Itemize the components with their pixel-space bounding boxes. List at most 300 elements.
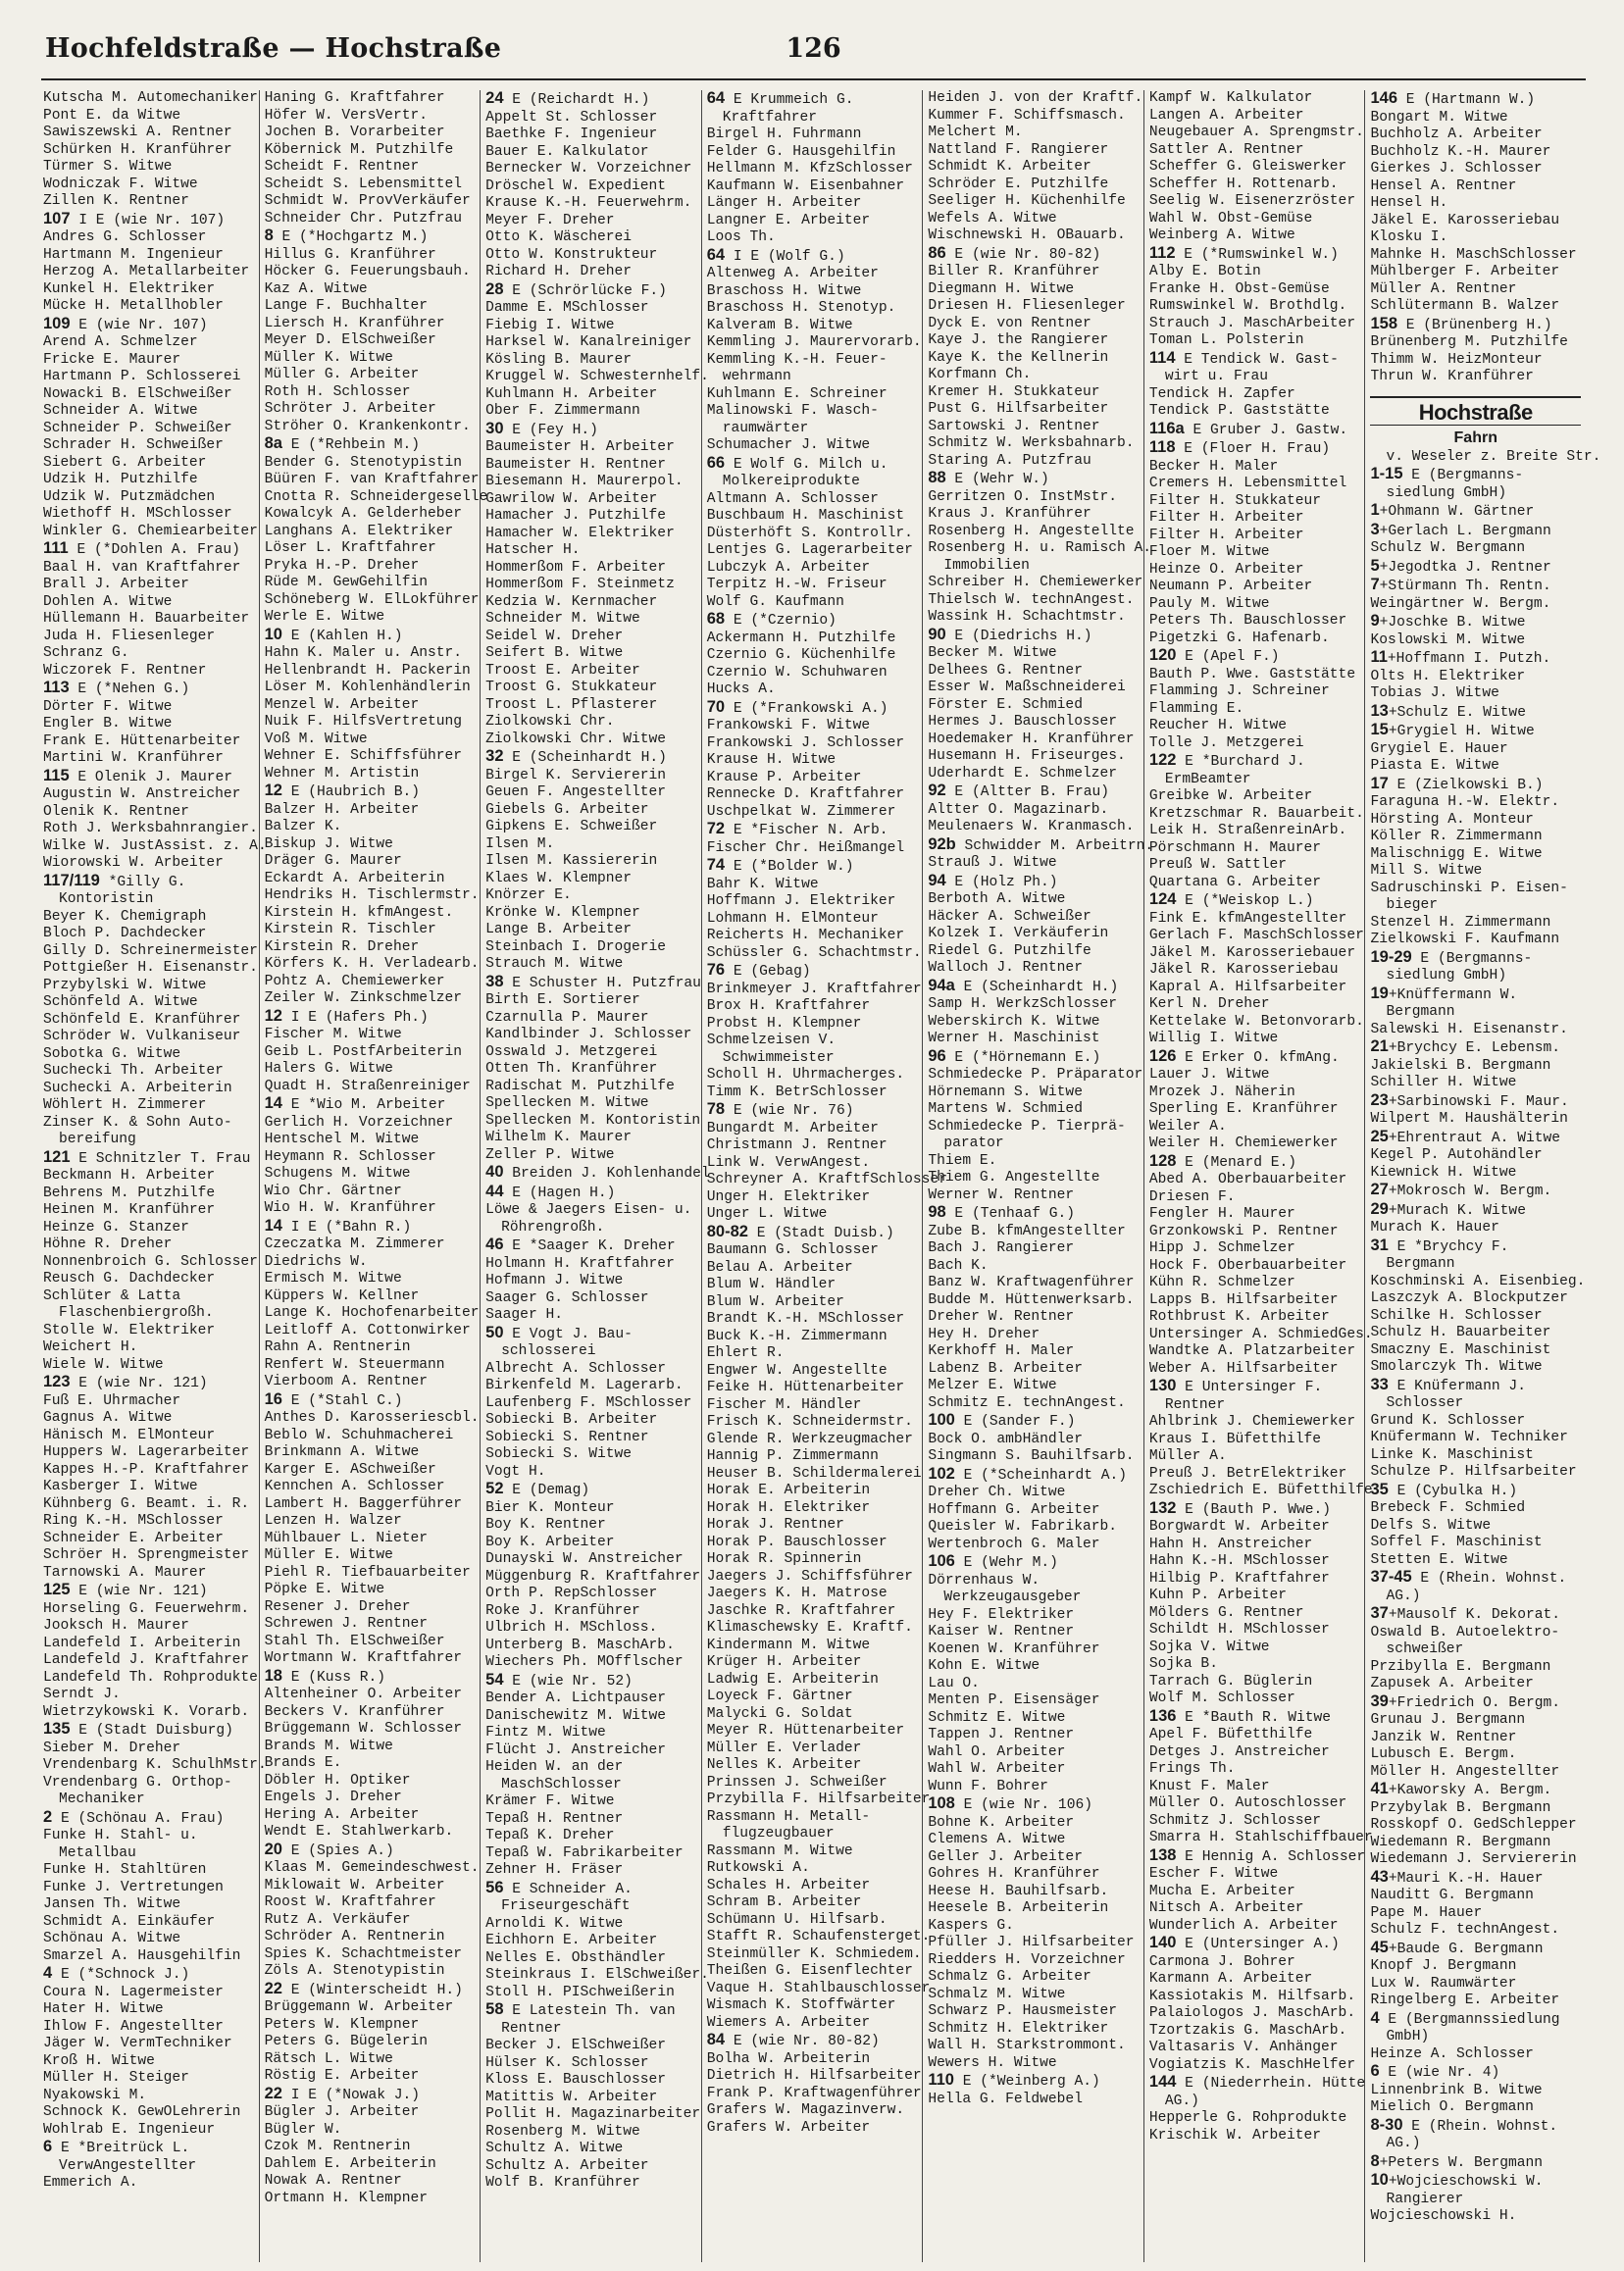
resident-entry: Otten Th. Kranführer — [485, 1061, 658, 1077]
resident-entry: Neumann P. Arbeiter — [1148, 579, 1313, 594]
house-number-entry: 120 E (Apel F.) — [1148, 646, 1280, 665]
resident-entry: Horak R. Spinnerin — [706, 1551, 862, 1567]
house-number-entry: 64 I E (Wolf G.) — [706, 245, 845, 265]
resident-entry: Albrecht A. Schlosser — [485, 1360, 667, 1377]
house-number-entry: 50 E Vogt J. Bau- — [485, 1323, 633, 1342]
resident-entry: Schöneberg W. ElLokführer — [264, 591, 480, 608]
resident-entry: Detges J. Anstreicher — [1148, 1743, 1330, 1760]
resident-entry: Müller G. Arbeiter — [264, 367, 420, 382]
resident-entry: Biesemann H. Maurerpol. — [485, 474, 684, 489]
resident-entry: Schultz A. Arbeiter — [485, 2157, 649, 2174]
resident-entry: Schrewen J. Rentner — [264, 1616, 428, 1632]
resident-entry: Möller H. Angestellter — [1370, 1763, 1560, 1780]
resident-entry: Pigetzki G. Hafenarb. — [1148, 630, 1330, 646]
resident-entry: Otto K. Wäscherei — [485, 229, 633, 245]
resident-entry: Escher F. Witwe — [1148, 1866, 1279, 1882]
resident-entry: Brebeck F. Schmied — [1370, 1500, 1526, 1516]
resident-entry: Wunn F. Bohrer — [928, 1778, 1048, 1794]
resident-entry: Krischik W. Arbeiter — [1148, 2127, 1322, 2144]
resident-entry: Valtasaris V. Anhänger — [1148, 2040, 1339, 2055]
resident-entry: Pörschmann H. Maurer — [1148, 839, 1322, 856]
resident-entry: Lau O. — [928, 1675, 980, 1691]
house-number-entry: 9+Joschke B. Witwe — [1370, 612, 1526, 631]
resident-entry: Przibylla E. Bergmann — [1370, 1658, 1551, 1675]
resident-entry: Hepperle G. Rohprodukte — [1148, 2110, 1347, 2126]
resident-entry: Hellenbrandt H. Packerin — [264, 662, 471, 679]
resident-entry: Löser M. Kohlenhändlerin — [264, 680, 471, 695]
resident-entry: Klimaschewsky E. Kraftf. — [706, 1620, 913, 1636]
resident-entry: Kiewnick H. Witwe — [1370, 1164, 1517, 1181]
resident-entry: Kirstein H. kfmAngest. — [264, 904, 454, 921]
resident-entry: Kruggel W. Schwesternhelf. — [485, 369, 709, 384]
resident-entry: Otto W. Konstrukteur — [485, 246, 658, 263]
house-number-entry: 68 E (*Czernio) — [706, 610, 837, 629]
house-number: 3 — [1370, 520, 1380, 538]
resident-entry: Kremer H. Stukkateur — [928, 383, 1100, 400]
resident-entry: Nuik F. HilfsVertretung — [264, 714, 463, 730]
resident-entry: Lapps B. Hilfsarbeiter — [1148, 1291, 1339, 1308]
house-number-entry: 66 E Wolf G. Milch u. — [706, 453, 888, 473]
resident-entry: Willig I. Witwe — [1148, 1031, 1279, 1046]
resident-entry: Hülser K. Schlosser — [485, 2054, 649, 2071]
house-number-entry: 7+Stürmann Th. Rentn. — [1370, 576, 1551, 594]
house-number: 8 — [1370, 2151, 1380, 2170]
resident-entry: Tappen J. Rentner — [928, 1727, 1075, 1742]
house-number-entry: 56 E Schneider A. — [485, 1878, 633, 1897]
resident-entry: Wassink H. Schachtmstr. — [928, 609, 1126, 625]
resident-entry: Strauß J. Witwe — [928, 855, 1057, 871]
house-number: 114 — [1148, 348, 1176, 367]
resident-entry: Gagnus A. Witwe — [43, 1410, 173, 1426]
resident-entry: Schmalz G. Arbeiter — [928, 1969, 1091, 1985]
resident-entry: Kummer F. Schiffsmasch. — [928, 107, 1126, 124]
resident-entry: Heuser B. Schildermalerei — [706, 1465, 922, 1482]
resident-entry: Dräger G. Maurer — [264, 853, 402, 869]
resident-entry: Engler B. Witwe — [43, 716, 173, 732]
resident-entry: Lange B. Arbeiter — [485, 922, 633, 937]
resident-entry: Dröschel W. Expedient — [485, 177, 667, 194]
resident-entry: Wischnewski H. OBauarb. — [928, 227, 1126, 243]
resident-entry: Labenz B. Arbeiter — [928, 1360, 1083, 1377]
resident-entry: Kutscha M. Automechaniker — [43, 90, 258, 106]
resident-entry: Müller A. — [1148, 1448, 1227, 1464]
resident-entry: Bongart M. Witwe — [1370, 109, 1508, 126]
house-number-entry: 37+Mausolf K. Dekorat. — [1370, 1604, 1560, 1623]
resident-entry: Hahn H. Anstreicher — [1148, 1536, 1313, 1552]
house-number: 25 — [1370, 1127, 1389, 1145]
resident-entry: Knörzer E. — [485, 887, 572, 903]
house-number: 31 — [1370, 1236, 1389, 1254]
resident-entry: Gerlach F. MaschSchlosser — [1148, 928, 1364, 943]
resident-entry: Frank E. Hüttenarbeiter — [43, 732, 241, 749]
resident-entry: Nelles E. Obsthändler — [485, 1949, 667, 1966]
resident-entry: Brall J. Arbeiter — [43, 577, 189, 592]
house-number: 30 — [485, 419, 504, 437]
resident-entry: Palaiologos J. MaschArb. — [1148, 2005, 1356, 2021]
resident-entry: Brinkmann A. Witwe — [264, 1444, 420, 1460]
house-number: 92 — [928, 782, 946, 799]
resident-entry: Ilsen M. — [485, 835, 555, 852]
house-number-entry: 3+Gerlach L. Bergmann — [1370, 520, 1551, 539]
entry-continuation: Schlosser — [1386, 1395, 1464, 1411]
resident-entry: Baal H. van Kraftfahrer — [43, 559, 241, 576]
resident-entry: Tepaß K. Dreher — [485, 1828, 615, 1843]
house-number-entry: 6 E (wie Nr. 4) — [1370, 2062, 1500, 2081]
resident-entry: Kaye J. the Rangierer — [928, 332, 1109, 348]
resident-entry: Türmer S. Witwe — [43, 159, 173, 175]
resident-entry: Wöhlert H. Zimmerer — [43, 1097, 207, 1113]
resident-entry: Rosenberg H. Angestellte — [928, 523, 1135, 539]
resident-entry: Samp H. WerkzSchlosser — [928, 996, 1117, 1012]
resident-entry: Stahl Th. ElSchweißer — [264, 1633, 445, 1649]
house-number: 102 — [928, 1464, 955, 1483]
house-number-entry: 27+Mokrosch W. Bergm. — [1370, 1181, 1552, 1199]
resident-entry: Ihlow F. Angestellter — [43, 2018, 224, 2035]
house-number: 124 — [1148, 890, 1177, 908]
resident-entry: Radischat M. Putzhilfe — [485, 1078, 675, 1094]
house-number: 15 — [1370, 721, 1389, 738]
resident-entry: Apel F. Büfetthilfe — [1148, 1727, 1313, 1742]
resident-entry: Borgwardt W. Arbeiter — [1148, 1519, 1330, 1535]
resident-entry: Höfer W. VersVertr. — [264, 107, 428, 124]
resident-entry: Kerl N. Dreher — [1148, 996, 1270, 1012]
resident-entry: Kirstein R. Dreher — [264, 938, 420, 955]
resident-entry: Schnock K. GewOLehrerin — [43, 2104, 241, 2120]
resident-entry: Jaegers K. H. Matrose — [706, 1586, 888, 1601]
resident-entry: Schildt H. MSchlosser — [1148, 1622, 1330, 1638]
entry-continuation: Schwimmeister — [722, 1049, 835, 1066]
house-number: 8-30 — [1370, 2115, 1403, 2134]
resident-entry: Jäkel R. Karosseriebau — [1148, 962, 1339, 978]
resident-entry: Kaz A. Witwe — [264, 280, 368, 297]
resident-entry: Banz W. Kraftwagenführer — [928, 1275, 1135, 1290]
resident-entry: Czernio W. Schuhwaren — [706, 664, 888, 681]
house-number-entry: 19-29 E (Bergmanns- — [1370, 947, 1533, 967]
resident-entry: Scheidt F. Rentner — [264, 159, 420, 175]
house-number-entry: 94 E (Holz Ph.) — [928, 871, 1058, 890]
resident-entry: Brox H. Kraftfahrer — [706, 998, 871, 1014]
resident-entry: Rennecke D. Kraftfahrer — [706, 786, 905, 802]
resident-entry: Hoedemaker H. Kranführer — [928, 731, 1135, 747]
resident-entry: Cremers H. Lebensmittel — [1148, 476, 1347, 491]
resident-entry: Horseling G. Feuerwehrm. — [43, 1600, 250, 1617]
house-number: 88 — [928, 469, 946, 486]
resident-entry: Kolzek I. Verkäuferin — [928, 926, 1109, 941]
resident-entry: Anthes D. Karosseriescbl. — [264, 1410, 480, 1426]
resident-entry: Kaiser W. Rentner — [928, 1624, 1075, 1640]
resident-entry: Wertenbroch G. Maler — [928, 1536, 1100, 1552]
house-number-entry: 17 E (Zielkowski B.) — [1370, 774, 1544, 793]
resident-entry: Bauer E. Kalkulator — [485, 143, 649, 160]
house-number: 74 — [706, 856, 726, 874]
resident-entry: Tarnowski A. Maurer — [43, 1564, 207, 1581]
resident-entry: Franke H. Obst-Gemüse — [1148, 280, 1330, 297]
house-number: 112 — [1148, 243, 1176, 262]
resident-entry: Tzortzakis G. MaschArb. — [1148, 2022, 1347, 2039]
resident-entry: Karmann A. Arbeiter — [1148, 1971, 1313, 1987]
resident-entry: Serndt J. — [43, 1687, 121, 1702]
resident-entry: Vogt H. — [485, 1463, 546, 1480]
resident-entry: Schröder A. Rentnerin — [264, 1929, 445, 1944]
house-number-entry: 12 E (Haubrich B.) — [264, 782, 421, 800]
resident-entry: Schneider M. Witwe — [485, 611, 640, 627]
resident-entry: Lambert H. Baggerführer — [264, 1495, 463, 1512]
resident-entry: Floer M. Witwe — [1148, 544, 1270, 560]
resident-entry: Brands M. Witwe — [264, 1738, 393, 1754]
resident-entry: Giebels G. Arbeiter — [485, 801, 649, 818]
resident-entry: Haning G. Kraftfahrer — [264, 90, 445, 106]
resident-entry: Clemens A. Witwe — [928, 1832, 1066, 1847]
house-number: 117/119 — [43, 871, 100, 889]
resident-entry: Theißen G. Eisenflechter — [706, 1963, 913, 1979]
house-number-entry: 21+Brychcy E. Lebensm. — [1370, 1037, 1560, 1056]
resident-entry: Schreiber H. Chemiewerker — [928, 575, 1143, 590]
house-number: 84 — [706, 2031, 726, 2048]
resident-entry: Husemann H. Friseurges. — [928, 748, 1126, 764]
resident-entry: Unger L. Witwe — [706, 1206, 828, 1222]
resident-entry: Zehner H. Fräser — [485, 1862, 624, 1878]
resident-entry: Grafers W. Magazinverw. — [706, 2102, 905, 2118]
running-title: Hochfeldstraße — Hochstraße — [45, 33, 502, 64]
resident-entry: Jaschke R. Kraftfahrer — [706, 1602, 896, 1619]
house-number-entry: 22 I E (*Nowak J.) — [264, 2084, 421, 2103]
resident-entry: Becker J. ElSchweißer — [485, 2038, 667, 2053]
resident-entry: Knust F. Maler — [1148, 1778, 1270, 1794]
resident-entry: Kaufmann W. Eisenbahner — [706, 177, 905, 194]
resident-entry: Danischewitz M. Witwe — [485, 1707, 667, 1724]
resident-entry: Landefeld J. Kraftfahrer — [43, 1652, 250, 1668]
resident-entry: Thiem E. — [928, 1152, 997, 1169]
resident-entry: Pust G. Hilfsarbeiter — [928, 401, 1109, 417]
resident-entry: Schneider E. Arbeiter — [43, 1530, 224, 1546]
resident-entry: Kasberger I. Witwe — [43, 1479, 198, 1494]
resident-entry: Köbernick M. Putzhilfe — [264, 141, 454, 158]
resident-entry: Körfers K. H. Verladearb. — [264, 956, 480, 972]
resident-entry: Wahl W. Arbeiter — [928, 1761, 1066, 1777]
resident-entry: Becker M. Witwe — [928, 645, 1057, 661]
resident-entry: Bügler J. Arbeiter — [264, 2104, 420, 2120]
resident-entry: Uschpelkat W. Zimmerer — [706, 803, 896, 820]
resident-entry: Neugebauer A. Sprengmstr. — [1148, 125, 1364, 140]
resident-entry: Ober F. Zimmermann — [485, 403, 640, 419]
house-number-entry: 6 E *Breitrück L. — [43, 2138, 190, 2156]
resident-entry: Meulenaers W. Kranmasch. — [928, 819, 1135, 834]
resident-entry: Damme E. MSchlosser — [485, 300, 649, 316]
resident-entry: Lubczyk A. Arbeiter — [706, 559, 871, 576]
resident-entry: Rosenberg M. Witwe — [485, 2123, 640, 2140]
resident-entry: Ströher O. Krankenkontr. — [264, 418, 471, 434]
house-number-entry: 74 E (*Bolder W.) — [706, 856, 854, 875]
house-number-entry: 14 E *Wio M. Arbeiter — [264, 1094, 446, 1113]
house-number-entry: 18 E (Kuss R.) — [264, 1666, 386, 1686]
resident-entry: Heinze O. Arbeiter — [1148, 561, 1304, 578]
resident-entry: Przybilla F. Hilfsarbeiter — [706, 1792, 931, 1807]
house-number-entry: 84 E (wie Nr. 80-82) — [706, 2031, 880, 2049]
resident-entry: Schmitz W. Werksbahnarb. — [928, 435, 1135, 451]
resident-entry: Heymann R. Schlosser — [264, 1148, 436, 1165]
resident-entry: Peters Th. Bauschlosser — [1148, 613, 1347, 629]
resident-entry: Werner H. Maschinist — [928, 1031, 1100, 1046]
resident-entry: Zeller P. Witwe — [485, 1146, 615, 1163]
resident-entry: Langner E. Arbeiter — [706, 212, 871, 228]
resident-entry: Weiler A. — [1148, 1118, 1227, 1135]
resident-entry: Bender G. Stenotypistin — [264, 454, 463, 471]
house-number-entry: 88 E (Wehr W.) — [928, 469, 1049, 487]
resident-entry: Behrens M. Putzhilfe — [43, 1185, 216, 1201]
resident-entry: Mill S. Witwe — [1370, 863, 1483, 879]
resident-entry: Büüren F. van Kraftfahrer — [264, 472, 480, 487]
resident-entry: Hartmann P. Schlosserei — [43, 369, 241, 384]
entry-continuation: raumwärter — [722, 420, 809, 436]
house-number-entry: 64 E Krummeich G. — [706, 89, 854, 108]
house-number-entry: 38 E Schuster H. Putzfrau — [485, 972, 701, 991]
resident-entry: Balzer H. Arbeiter — [264, 801, 420, 818]
house-number: 80-82 — [706, 1222, 748, 1240]
resident-entry: Frankowski J. Schlosser — [706, 734, 905, 751]
house-number-entry: 102 E (*Scheinhardt A.) — [928, 1464, 1127, 1484]
resident-entry: Förster E. Schmied — [928, 696, 1083, 713]
page-header — [41, 33, 1586, 80]
resident-entry: Seeliger H. Küchenhilfe — [928, 193, 1126, 209]
resident-entry: Schmitz H. Elektriker — [928, 2020, 1109, 2037]
resident-entry: Martens W. Schmied — [928, 1101, 1083, 1117]
resident-entry: Flamming E. — [1148, 700, 1244, 717]
house-number: 37-45 — [1370, 1568, 1412, 1586]
resident-entry: Landefeld Th. Rohprodukte — [43, 1669, 258, 1686]
resident-entry: Sattler A. Rentner — [1148, 141, 1304, 158]
resident-entry: Boy K. Rentner — [485, 1517, 606, 1533]
resident-entry: Vierboom A. Rentner — [264, 1374, 428, 1389]
house-number: 11 — [1370, 648, 1388, 666]
resident-entry: Schönfeld A. Witwe — [43, 994, 198, 1010]
resident-entry: Czarnulla P. Maurer — [485, 1009, 649, 1026]
resident-entry: Sartowski J. Rentner — [928, 418, 1100, 434]
resident-entry: Biller R. Kranführer — [928, 264, 1100, 279]
house-number-entry: 4 E (*Schnock J.) — [43, 1964, 190, 1983]
resident-entry: Spellecken M. Kontoristin — [485, 1112, 701, 1129]
resident-entry: Eckardt A. Arbeiterin — [264, 870, 445, 886]
resident-entry: Wunderlich A. Arbeiter — [1148, 1917, 1339, 1934]
house-number: 12 — [264, 782, 282, 799]
resident-entry: Mühlberger F. Arbeiter — [1370, 264, 1560, 279]
resident-entry: Ziolkowski Chr. — [485, 714, 615, 730]
resident-entry: Menzel W. Arbeiter — [264, 696, 420, 713]
resident-entry: Schmiedecke P. Präparator — [928, 1067, 1143, 1083]
resident-entry: Altenheiner O. Arbeiter — [264, 1687, 463, 1702]
resident-entry: Lange K. Hochofenarbeiter — [264, 1305, 480, 1321]
resident-entry: Winkler G. Chemiearbeiter — [43, 523, 258, 539]
house-number-entry: 111 E (*Dohlen A. Frau) — [43, 539, 240, 558]
resident-entry: Wewers H. Witwe — [928, 2054, 1057, 2071]
resident-entry: Matittis W. Arbeiter — [485, 2089, 658, 2105]
house-number: 66 — [706, 453, 726, 472]
resident-entry: Greibke W. Arbeiter — [1148, 788, 1313, 804]
entry-continuation: AG.) — [1164, 2093, 1199, 2109]
resident-entry: Nowak A. Rentner — [264, 2173, 402, 2189]
resident-entry: Bolha W. Arbeiterin — [706, 2050, 871, 2067]
house-number-entry: 15+Grygiel H. Witwe — [1370, 721, 1535, 739]
house-number-entry: 132 E (Bauth P. Wwe.) — [1148, 1498, 1332, 1518]
resident-entry: Wall H. Starkstrommont. — [928, 2038, 1126, 2053]
resident-entry: Dahlem E. Arbeiterin — [264, 2155, 436, 2172]
house-number: 40 — [485, 1163, 504, 1181]
resident-entry: Hörnemann S. Witwe — [928, 1084, 1083, 1100]
entry-continuation: Bergmann — [1386, 1256, 1455, 1272]
house-number: 144 — [1148, 2073, 1177, 2091]
house-number-entry: 32 E (Scheinhardt H.) — [485, 747, 667, 766]
resident-entry: Malycki G. Soldat — [706, 1705, 853, 1722]
house-number: 94 — [928, 871, 946, 889]
house-number: 10 — [264, 625, 282, 643]
resident-entry: Rumswinkel W. Brothdlg. — [1148, 298, 1347, 314]
resident-entry: Rutz A. Verkäufer — [264, 1911, 411, 1928]
house-number: 136 — [1148, 1706, 1177, 1725]
resident-entry: Reucher H. Witwe — [1148, 718, 1288, 733]
resident-entry: Schröter J. Arbeiter — [264, 401, 436, 417]
house-number-entry: 114 E Tendick W. Gast- — [1148, 348, 1339, 368]
resident-entry: Olenik K. Rentner — [43, 803, 189, 820]
entry-continuation: siedlung GmbH) — [1386, 968, 1507, 984]
resident-entry: Vogiatzis K. MaschHelfer — [1148, 2056, 1356, 2073]
resident-entry: Beblo W. Schuhmacherei — [264, 1427, 454, 1443]
resident-entry: Bauth P. Wwe. Gaststätte — [1148, 666, 1356, 682]
resident-entry: Sobiecki B. Arbeiter — [485, 1412, 658, 1428]
resident-entry: Schümann U. Hilfsarb. — [706, 1911, 888, 1928]
resident-entry: Jäkel M. Karosseriebauer — [1148, 944, 1356, 961]
house-number: 18 — [264, 1666, 282, 1685]
resident-entry: Bohne K. Arbeiter — [928, 1814, 1075, 1831]
resident-entry: Ortmann H. Klempner — [264, 2190, 428, 2206]
house-number: 22 — [264, 1979, 282, 1997]
resident-entry: Rahn A. Rentnerin — [264, 1339, 411, 1355]
resident-entry: Bernecker W. Vorzeichner — [485, 161, 692, 177]
resident-entry: Hensel H. — [1370, 195, 1448, 211]
resident-entry: Schlüter & Latta — [43, 1287, 181, 1304]
house-number: 113 — [43, 679, 70, 696]
resident-entry: Werle E. Witwe — [264, 609, 385, 625]
resident-entry: Heinze A. Schlosser — [1370, 2045, 1534, 2062]
resident-entry: Kohn E. Witwe — [928, 1658, 1040, 1674]
resident-entry: Glende R. Werkzeugmacher — [706, 1431, 913, 1447]
resident-entry: Jaegers J. Schiffsführer — [706, 1568, 913, 1585]
resident-entry: Schranz G. — [43, 645, 129, 661]
resident-entry: Wodniczak F. Witwe — [43, 176, 198, 192]
entry-continuation: Flaschenbiergroßh. — [59, 1305, 214, 1321]
resident-entry: Driesen F. — [1148, 1188, 1236, 1205]
resident-entry: Frings Th. — [1148, 1761, 1236, 1777]
resident-entry: Uderhardt E. Schmelzer — [928, 765, 1117, 782]
resident-entry: Pont E. da Witwe — [43, 107, 181, 124]
house-number: 70 — [706, 697, 726, 716]
resident-entry: Kraus J. Kranführer — [928, 506, 1091, 522]
house-number-entry: 45+Baude G. Bergmann — [1370, 1938, 1544, 1957]
resident-entry: Olts H. Elektriker — [1370, 668, 1526, 684]
house-number: 38 — [485, 972, 504, 990]
resident-entry: Hilbig P. Kraftfahrer — [1148, 1570, 1330, 1587]
resident-entry: Nitsch A. Arbeiter — [1148, 1900, 1304, 1916]
resident-entry: Timm K. BetrSchlosser — [706, 1084, 888, 1100]
resident-entry: Grund K. Schlosser — [1370, 1412, 1526, 1429]
resident-entry: Miklowait W. Arbeiter — [264, 1877, 445, 1893]
house-number: 128 — [1148, 1151, 1177, 1170]
house-number: 126 — [1148, 1046, 1177, 1065]
house-number-entry: 8a E (*Rehbein M.) — [264, 434, 421, 453]
resident-entry: Terpitz H.-W. Friseur — [706, 577, 888, 592]
resident-entry: Zapusek A. Arbeiter — [1370, 1676, 1534, 1691]
resident-entry: Reicherts H. Mechaniker — [706, 928, 905, 943]
house-number-entry: 44 E (Hagen H.) — [485, 1182, 616, 1201]
resident-entry: Sawiszewski A. Rentner — [43, 125, 232, 140]
